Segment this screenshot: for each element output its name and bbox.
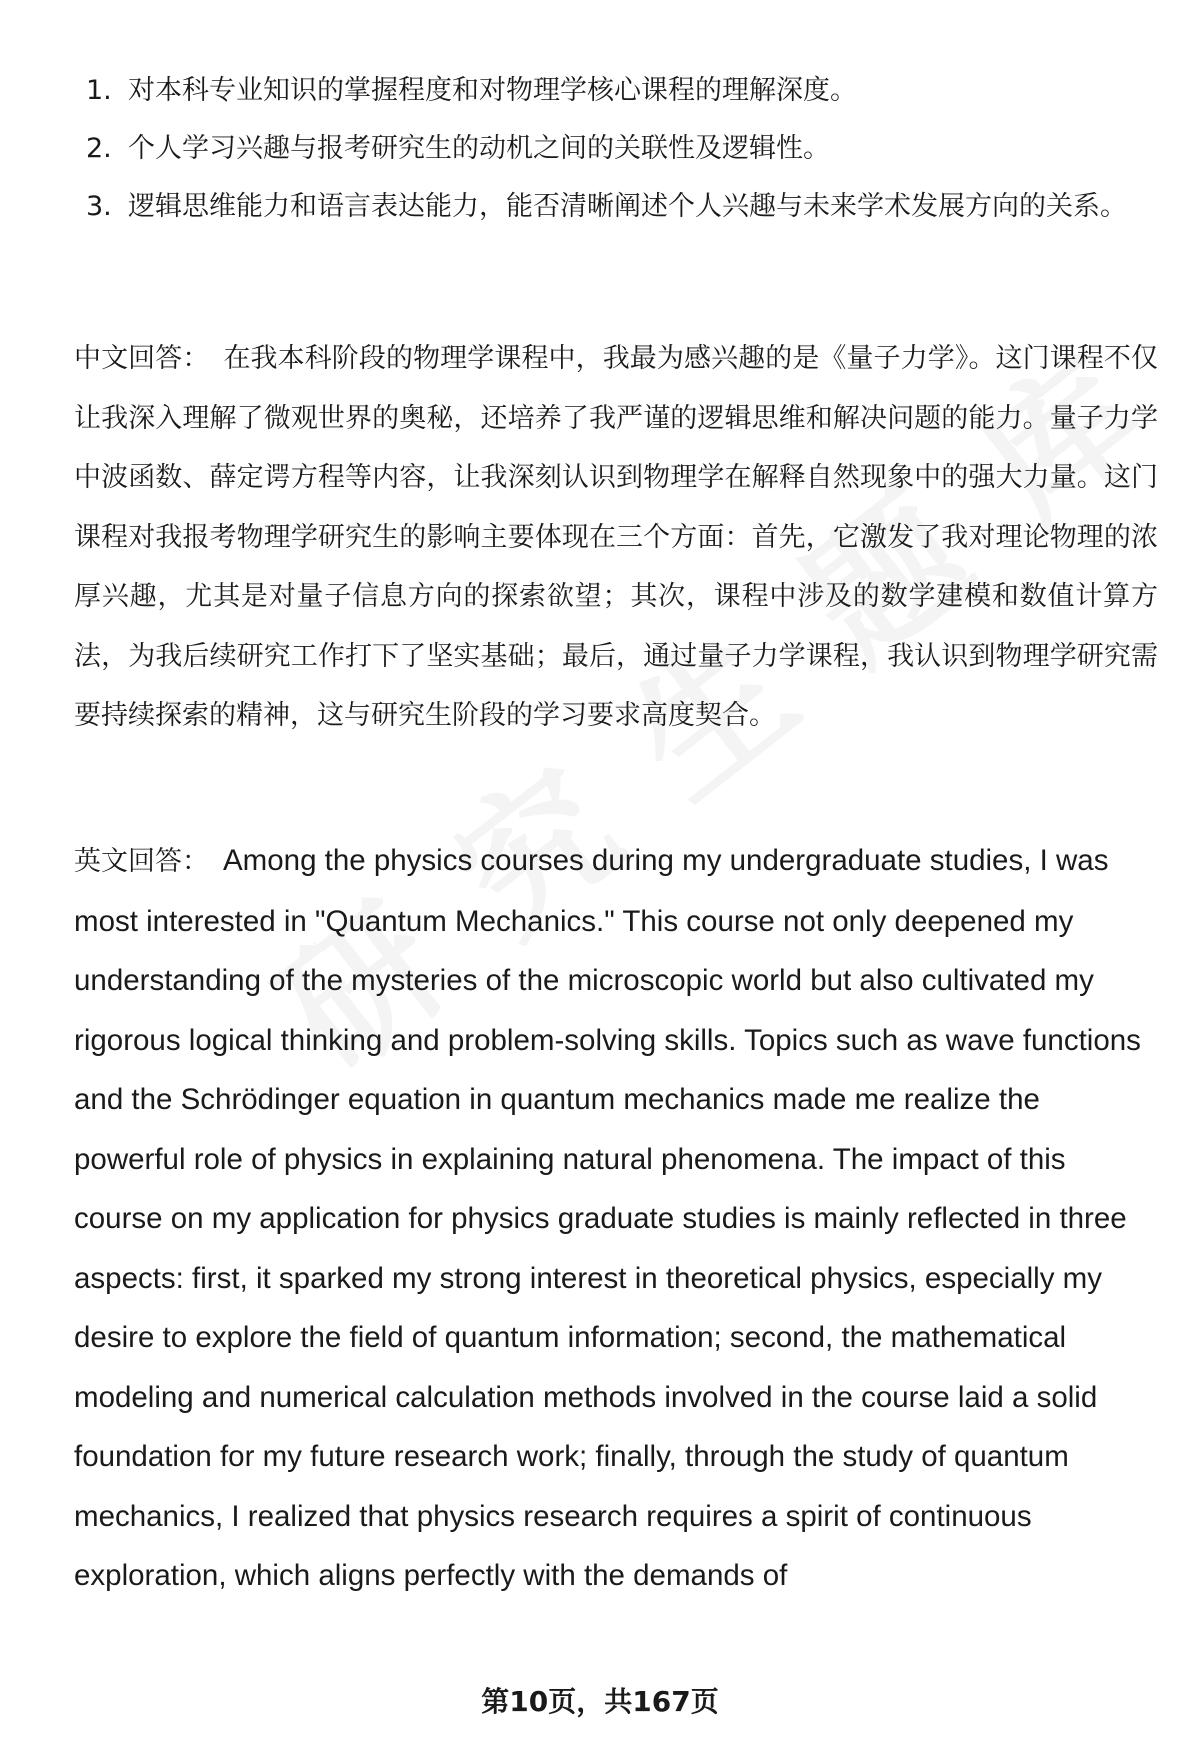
chinese-answer-label: 中文回答： (74, 343, 210, 374)
criteria-text: 逻辑思维能力和语言表达能力，能否清晰阐述个人兴趣与未来学术发展方向的关系。 (128, 191, 1127, 222)
criteria-item (74, 62, 1154, 120)
english-answer-label: 英文回答： (74, 846, 209, 877)
evaluation-criteria-list (74, 62, 1154, 236)
page-number-footer: 第10页，共167页 (481, 1685, 719, 1718)
english-answer-paragraph (74, 831, 1158, 1606)
criteria-number: 2. (86, 133, 112, 164)
criteria-number: 3. (86, 191, 112, 222)
criteria-item (74, 120, 1154, 178)
criteria-number: 1. (86, 75, 112, 106)
criteria-text: 对本科专业知识的掌握程度和对物理学核心课程的理解深度。 (128, 75, 857, 106)
criteria-text: 个人学习兴趣与报考研究生的动机之间的关联性及逻辑性。 (128, 133, 830, 164)
criteria-item (74, 178, 1154, 236)
english-answer-text: Among the physics courses during my undergraduate studies, I was most interested in "Quantum Mechanics." This course not only deepened my understanding of the mysteries of the microscopic world but also cultivated my rigorous logical thinking and problem-solving skills. Topics such as wave functions and the Schrödinger equation in quantum mechanics made me realize the powerful role of physics in explaining natural phenomena. The impact of this course on my application for physics graduate studies is mainly reflected in three aspects: first, it sparked my strong interest in theoretical physics, especially my desire to explore the field of quantum information; second, the mathematical modeling and numerical calculation methods involved in the course laid a solid foundation for my future research work; finally, through the study of quantum mechanics, I realized that physics research requires a spirit of continuous exploration, which aligns perfectly with the demands of (74, 844, 1141, 1592)
chinese-answer-paragraph (74, 329, 1158, 746)
chinese-answer-text: 在我本科阶段的物理学课程中，我最为感兴趣的是《量子力学》。这门课程不仅让我深入理解了微观世界的奥秘，还培养了我严谨的逻辑思维和解决问题的能力。量子力学中波函数、薛定谔方程等内容，让我深刻认识到物理学在解释自然现象中的强大力量。这门课程对我报考物理学研究生的影响主要体现在三个方面：首先，它激发了我对理论物理的浓厚兴趣，尤其是对量子信息方向的探索欲望；其次，课程中涉及的数学建模和数值计算方法，为我后续研究工作打下了坚实基础；最后，通过量子力学课程，我认识到物理学研究需要持续探索的精神，这与研究生阶段的学习要求高度契合。 (74, 343, 1159, 731)
